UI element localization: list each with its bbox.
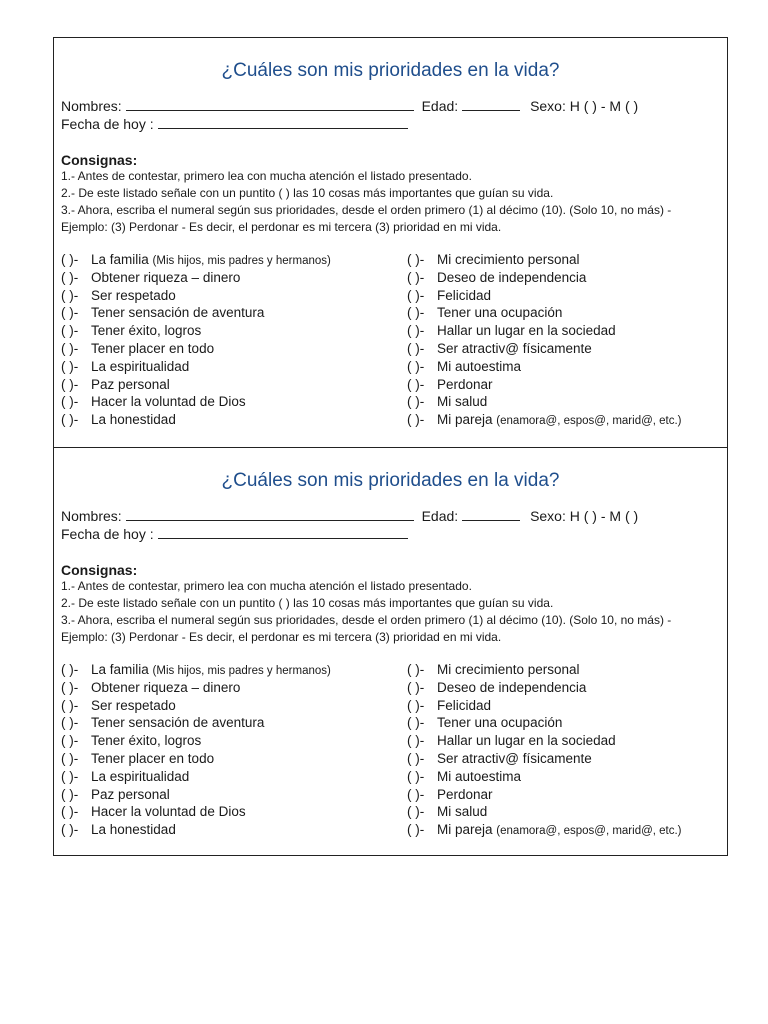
nombres-label: Nombres: — [61, 98, 122, 114]
checkbox-paren[interactable]: ( )- — [407, 394, 425, 410]
checkbox-paren[interactable]: ( )- — [407, 376, 425, 392]
form-title: ¿Cuáles son mis prioridades en la vida? — [221, 60, 560, 81]
priority-item — [407, 786, 682, 804]
priority-item — [61, 661, 331, 679]
consignas-heading: Consignas: — [61, 562, 138, 578]
nombres-label: Nombres: — [61, 508, 122, 524]
priority-label: Perdonar — [437, 786, 493, 802]
priority-label: Mi autoestima — [437, 358, 522, 374]
checkbox-paren[interactable]: ( )- — [61, 715, 79, 731]
edad-field[interactable] — [462, 99, 520, 111]
checkbox-paren[interactable]: ( )- — [61, 252, 79, 267]
checkbox-paren[interactable]: ( )- — [61, 768, 79, 784]
priorities-form-2 — [53, 447, 728, 856]
priority-item — [61, 287, 331, 305]
priority-note: (enamora@, espos@, marid@, etc.) — [496, 825, 682, 838]
priority-label: Tener placer en todo — [91, 340, 215, 356]
checkbox-paren[interactable]: ( )- — [61, 822, 79, 838]
checkbox-paren[interactable]: ( )- — [61, 804, 79, 820]
checkbox-paren[interactable]: ( )- — [61, 323, 79, 339]
checkbox-paren[interactable]: ( )- — [407, 412, 425, 428]
checkbox-paren[interactable]: ( )- — [407, 822, 425, 838]
name-row — [61, 98, 638, 114]
priority-item — [407, 697, 682, 715]
instruction-2: 2.- De este listado señale con un puntito ( ) las 10 cosas más importantes que guían su vida. — [61, 596, 554, 610]
fecha-label: Fecha de hoy : — [61, 526, 154, 542]
priority-list-right — [407, 251, 682, 429]
name-row — [61, 508, 638, 524]
priority-item — [407, 803, 682, 821]
priority-label: La honestidad — [91, 412, 176, 428]
priority-label: Obtener riqueza – dinero — [91, 679, 241, 695]
checkbox-paren[interactable]: ( )- — [61, 269, 79, 285]
priority-label: Mi pareja — [437, 412, 493, 428]
priority-item — [407, 750, 682, 768]
checkbox-paren[interactable]: ( )- — [61, 376, 79, 392]
priority-item — [407, 304, 682, 322]
priority-label: Ser respetado — [91, 287, 176, 303]
checkbox-paren[interactable]: ( )- — [61, 733, 79, 749]
priority-item — [407, 768, 682, 786]
edad-label: Edad: — [421, 98, 459, 114]
priority-item — [407, 287, 682, 305]
checkbox-paren[interactable]: ( )- — [407, 679, 425, 695]
form-title: ¿Cuáles son mis prioridades en la vida? — [221, 470, 560, 491]
nombres-field[interactable] — [126, 99, 414, 111]
priority-item — [407, 322, 682, 340]
checkbox-paren[interactable]: ( )- — [407, 786, 425, 802]
priority-item — [407, 251, 682, 269]
checkbox-paren[interactable]: ( )- — [407, 750, 425, 766]
priority-label: Mi salud — [437, 394, 488, 410]
priority-list-left — [61, 251, 331, 429]
checkbox-paren[interactable]: ( )- — [407, 358, 425, 374]
priority-item — [61, 376, 331, 394]
checkbox-paren[interactable]: ( )- — [61, 412, 79, 428]
priority-item — [61, 697, 331, 715]
priority-item — [61, 304, 331, 322]
priority-label: Paz personal — [91, 786, 170, 802]
priority-label: Tener una ocupación — [437, 715, 563, 731]
priority-label: Tener éxito, logros — [91, 733, 202, 749]
priority-item — [61, 750, 331, 768]
priority-item — [407, 732, 682, 750]
priority-item — [61, 393, 331, 411]
priority-label: Felicidad — [437, 287, 492, 303]
checkbox-paren[interactable]: ( )- — [407, 697, 425, 713]
priorities-form-1 — [53, 37, 728, 448]
priority-item — [61, 803, 331, 821]
instruction-2: 2.- De este listado señale con un puntito ( ) las 10 cosas más importantes que guían su vida. — [61, 186, 554, 200]
priority-item — [407, 358, 682, 376]
checkbox-paren[interactable]: ( )- — [407, 269, 425, 285]
priority-label: Hacer la voluntad de Dios — [91, 394, 246, 410]
priority-item — [61, 732, 331, 750]
checkbox-paren[interactable]: ( )- — [407, 287, 425, 303]
priority-item — [61, 821, 331, 839]
priority-label: Tener una ocupación — [437, 305, 563, 321]
priority-item — [407, 269, 682, 287]
instruction-3: 3.- Ahora, escriba el numeral según sus prioridades, desde el orden primero (1) al décimo (10). (Solo 10, no más) - Ejemplo: (3) Perdonar - Es decir, el perdonar es mi tercera (3) prioridad en mi vida. — [61, 203, 672, 234]
priority-item — [407, 661, 682, 679]
checkbox-paren[interactable]: ( )- — [61, 786, 79, 802]
sexo-label: Sexo: H ( ) - M ( ) — [530, 98, 639, 114]
checkbox-paren[interactable]: ( )- — [61, 697, 79, 713]
priority-label: Obtener riqueza – dinero — [91, 269, 241, 285]
priority-item — [407, 340, 682, 358]
checkbox-paren[interactable]: ( )- — [61, 340, 79, 356]
consignas-heading: Consignas: — [61, 152, 138, 168]
priority-note: (Mis hijos, mis padres y hermanos) — [152, 665, 331, 677]
priority-label: Deseo de independencia — [437, 679, 587, 695]
priority-label: Mi crecimiento personal — [437, 662, 580, 677]
priority-item — [407, 679, 682, 697]
checkbox-paren[interactable]: ( )- — [407, 768, 425, 784]
checkbox-paren[interactable]: ( )- — [61, 394, 79, 410]
priority-label: La familia — [91, 662, 149, 677]
instruction-1: 1.- Antes de contestar, primero lea con mucha atención el listado presentado. — [61, 169, 472, 183]
priority-item — [61, 679, 331, 697]
checkbox-paren[interactable]: ( )- — [61, 358, 79, 374]
checkbox-paren[interactable]: ( )- — [407, 733, 425, 749]
checkbox-paren[interactable]: ( )- — [407, 340, 425, 356]
priority-note: (Mis hijos, mis padres y hermanos) — [152, 255, 331, 267]
priority-label: Mi autoestima — [437, 768, 522, 784]
priority-item — [407, 411, 682, 429]
fecha-row — [61, 116, 408, 132]
priority-item — [407, 821, 682, 839]
priority-item — [61, 768, 331, 786]
nombres-field[interactable] — [126, 509, 414, 521]
checkbox-paren[interactable]: ( )- — [61, 662, 79, 677]
fecha-label: Fecha de hoy : — [61, 116, 154, 132]
checkbox-paren[interactable]: ( )- — [407, 305, 425, 321]
fecha-field[interactable] — [158, 527, 408, 539]
priority-label: Hallar un lugar en la sociedad — [437, 733, 616, 749]
priority-label: La espiritualidad — [91, 768, 190, 784]
checkbox-paren[interactable]: ( )- — [61, 750, 79, 766]
priority-label: Felicidad — [437, 697, 492, 713]
priority-label: Tener sensación de aventura — [91, 715, 265, 731]
checkbox-paren[interactable]: ( )- — [407, 662, 425, 677]
instructions — [61, 168, 721, 236]
priority-item — [407, 714, 682, 732]
fecha-row — [61, 526, 408, 542]
priority-label: La honestidad — [91, 822, 176, 838]
priority-label: La familia — [91, 252, 149, 267]
edad-label: Edad: — [421, 508, 459, 524]
checkbox-paren[interactable]: ( )- — [407, 715, 425, 731]
edad-field[interactable] — [462, 509, 520, 521]
priority-label: Tener sensación de aventura — [91, 305, 265, 321]
priority-label: Deseo de independencia — [437, 269, 587, 285]
checkbox-paren[interactable]: ( )- — [407, 804, 425, 820]
priority-list-right — [407, 661, 682, 839]
priority-label: Mi pareja — [437, 822, 493, 838]
instruction-1: 1.- Antes de contestar, primero lea con mucha atención el listado presentado. — [61, 579, 472, 593]
priority-label: Paz personal — [91, 376, 170, 392]
priority-item — [61, 358, 331, 376]
priority-label: Tener placer en todo — [91, 750, 215, 766]
instruction-3: 3.- Ahora, escriba el numeral según sus prioridades, desde el orden primero (1) al décimo (10). (Solo 10, no más) - Ejemplo: (3) Perdonar - Es decir, el perdonar es mi tercera (3) prioridad en mi vida. — [61, 613, 672, 644]
priority-item — [61, 340, 331, 358]
priority-list-left — [61, 661, 331, 839]
priority-label: Hallar un lugar en la sociedad — [437, 323, 616, 339]
priority-label: La espiritualidad — [91, 358, 190, 374]
priority-item — [61, 322, 331, 340]
fecha-field[interactable] — [158, 117, 408, 129]
priority-label: Tener éxito, logros — [91, 323, 202, 339]
priority-label: Mi crecimiento personal — [437, 252, 580, 267]
instructions — [61, 578, 721, 646]
priority-label: Mi salud — [437, 804, 488, 820]
priority-item — [61, 411, 331, 429]
priority-item — [61, 269, 331, 287]
priority-item — [407, 393, 682, 411]
priority-item — [61, 714, 331, 732]
priority-label: Ser respetado — [91, 697, 176, 713]
priority-item — [407, 376, 682, 394]
priority-item — [61, 251, 331, 269]
priority-label: Perdonar — [437, 376, 493, 392]
checkbox-paren[interactable]: ( )- — [61, 305, 79, 321]
sexo-label: Sexo: H ( ) - M ( ) — [530, 508, 639, 524]
checkbox-paren[interactable]: ( )- — [407, 323, 425, 339]
priority-note: (enamora@, espos@, marid@, etc.) — [496, 415, 682, 428]
priority-label: Ser atractiv@ físicamente — [437, 340, 592, 356]
priority-item — [61, 786, 331, 804]
checkbox-paren[interactable]: ( )- — [407, 252, 425, 267]
priority-label: Ser atractiv@ físicamente — [437, 750, 592, 766]
checkbox-paren[interactable]: ( )- — [61, 679, 79, 695]
priority-label: Hacer la voluntad de Dios — [91, 804, 246, 820]
checkbox-paren[interactable]: ( )- — [61, 287, 79, 303]
